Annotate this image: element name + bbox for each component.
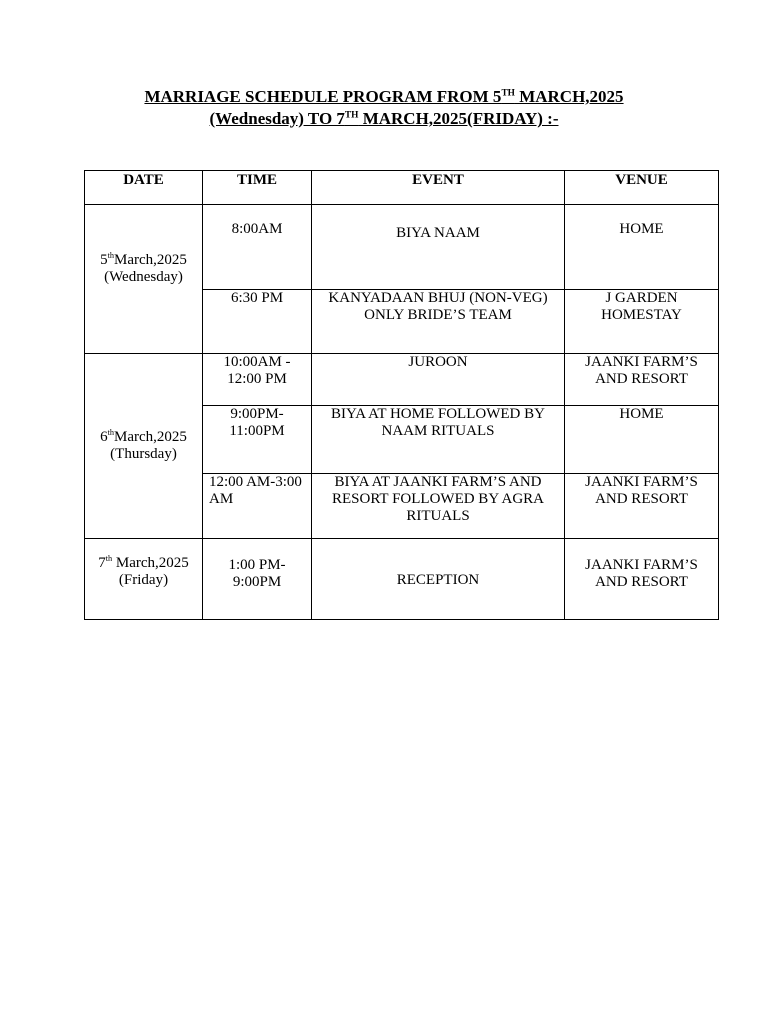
event-cell: BIYA AT JAANKI FARM’S AND RESORT FOLLOWED BY AGRA RITUALS [312, 474, 565, 539]
date-cell-day-1: 5thMarch,2025 (Wednesday) [85, 205, 203, 354]
venue-cell: JAANKI FARM’S AND RESORT [565, 539, 719, 620]
table-row [85, 205, 719, 290]
table-row [85, 354, 719, 406]
column-header-date: DATE [85, 171, 203, 205]
venue-cell: J GARDEN HOMESTAY [565, 290, 719, 354]
event-cell: JUROON [312, 354, 565, 406]
column-header-event: EVENT [312, 171, 565, 205]
column-header-venue: VENUE [565, 171, 719, 205]
title-line-2: (Wednesday) TO 7TH MARCH,2025(FRIDAY) :- [209, 109, 559, 128]
venue-cell: HOME [565, 205, 719, 290]
event-cell: RECEPTION [312, 539, 565, 620]
date-cell-day-2: 6thMarch,2025 (Thursday) [85, 354, 203, 539]
event-cell: BIYA AT HOME FOLLOWED BY NAAM RITUALS [312, 406, 565, 474]
date-cell-day-3: 7th March,2025 (Friday) [85, 539, 203, 620]
schedule-table [84, 170, 719, 620]
time-cell: 9:00PM-11:00PM [203, 406, 312, 474]
document-title [0, 86, 768, 130]
time-cell: 6:30 PM [203, 290, 312, 354]
venue-cell: JAANKI FARM’S AND RESORT [565, 354, 719, 406]
title-line-1: MARRIAGE SCHEDULE PROGRAM FROM 5TH MARCH,2025 [144, 87, 624, 106]
time-cell: 10:00AM - 12:00 PM [203, 354, 312, 406]
venue-cell: HOME [565, 406, 719, 474]
table-row [85, 539, 719, 620]
event-cell: BIYA NAAM [312, 205, 565, 290]
table-header-row [85, 171, 719, 205]
event-cell: KANYADAAN BHUJ (NON-VEG) ONLY BRIDE’S TEAM [312, 290, 565, 354]
column-header-time: TIME [203, 171, 312, 205]
time-cell: 12:00 AM-3:00 AM [203, 474, 312, 539]
time-cell: 8:00AM [203, 205, 312, 290]
time-cell: 1:00 PM- 9:00PM [203, 539, 312, 620]
venue-cell: JAANKI FARM’S AND RESORT [565, 474, 719, 539]
